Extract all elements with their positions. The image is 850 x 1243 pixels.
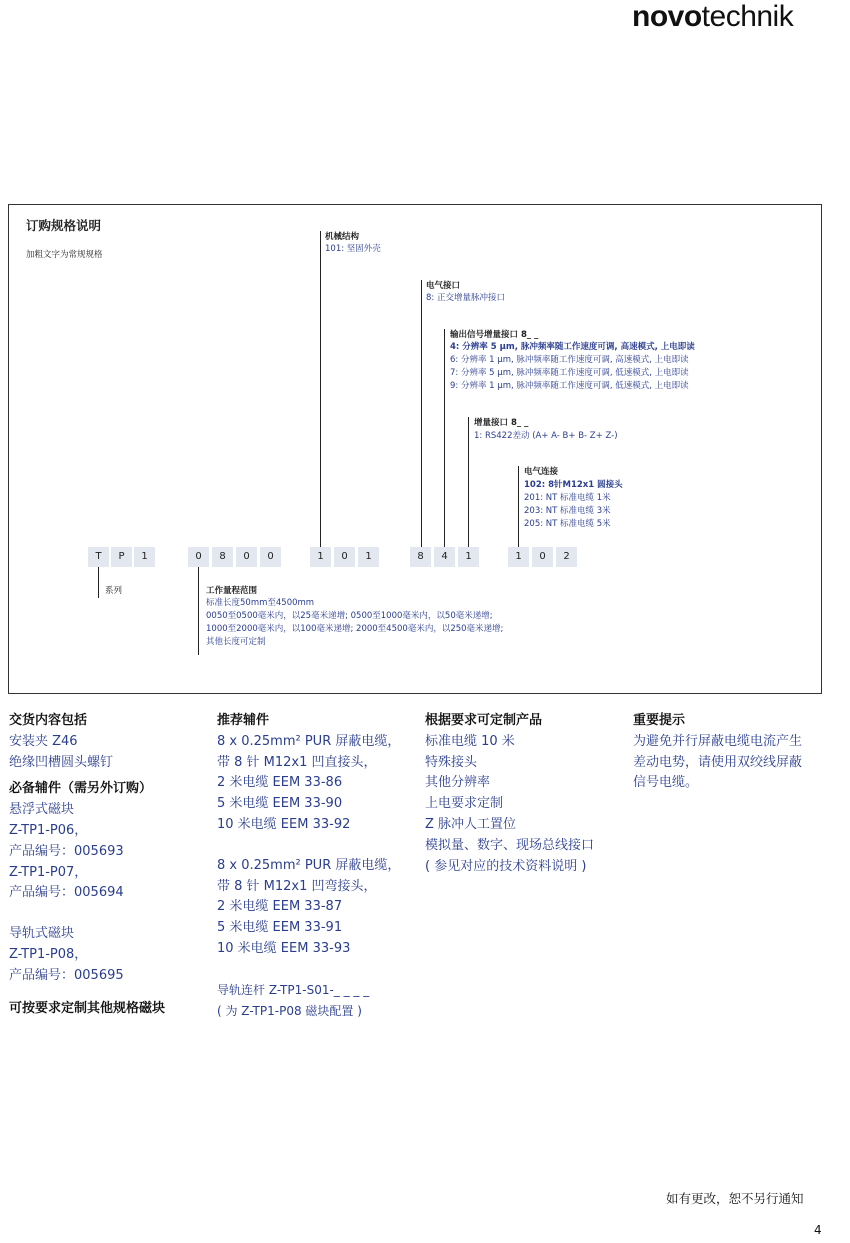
floating-magnet-line: Z-TP1-P07， [9,864,88,880]
delivery-heading: 交货内容包括 [9,713,88,728]
ordering-subtitle: 加粗文字为常规规格 [26,250,103,260]
accessory-line: 带 8 针 M12x1 凹直接头， [217,754,377,770]
code-cell: 1 [134,547,155,567]
page-number: 4 [814,1223,822,1237]
code-cell: 1 [458,547,479,567]
important-column [633,711,802,794]
delivery-item: 绝缘凹槽圆头螺钉 [9,754,114,770]
code-cell: P [111,547,132,567]
accessories-column [217,711,400,1021]
custom-product-item: 上电要求定制 [425,796,504,812]
code-cell: 0 [188,547,209,567]
floating-magnet-line: 产品编号：005693 [9,843,124,859]
mechanical-option: 101: 坚固外壳 [325,244,381,254]
accessory-line: 5 米电缆 EEM 33-91 [217,920,343,936]
electrical-connection-option-201: 201: NT 标准电缆 1米 [524,493,611,503]
custom-product-item: Z 脉冲人工置位 [425,816,517,832]
code-cell: 0 [236,547,257,567]
important-line: 信号电缆。 [633,775,699,791]
electrical-connection-option-203: 203: NT 标准电缆 3米 [524,506,611,516]
rail-accessory-line: 导轨连杆 Z-TP1-S01-_ _ _ _ [217,982,370,997]
custom-product-item: 标准电缆 10 米 [425,733,515,749]
floating-magnet-title: 悬浮式磁块 [9,802,75,818]
logo-bold-part: novo [632,0,702,33]
custom-product-item: 其他分辨率 [425,775,491,791]
logo-light-part: technik [701,0,794,33]
electrical-connection-option-205: 205: NT 标准电缆 5米 [524,519,611,529]
output-signal-option-7: 7: 分辨率 5 μm, 脉冲频率随工作速度可调, 低速模式, 上电即读 [450,368,689,378]
incremental-interface-connector-line [468,417,469,547]
code-cell: 8 [410,547,431,567]
accessory-line: 10 米电缆 EEM 33-92 [217,816,351,832]
custom-product-item: 模拟量、数字、现场总线接口 [425,837,595,853]
custom-magnet-note: 可按要求定制其他规格磁块 [9,1000,166,1016]
code-cell: 0 [260,547,281,567]
accessory-line: 带 8 针 M12x1 凹弯接头， [217,878,377,894]
custom-products-heading: 根据要求可定制产品 [425,713,543,728]
accessory-line: 2 米电缆 EEM 33-86 [217,775,343,791]
code-cell: 2 [556,547,577,567]
range-line: 1000至2000毫米内，以100毫米递增; 2000至4500毫米内，以250毫米递增; [206,624,504,634]
required-accessories-heading: 必备辅件（需另外订购） [9,781,153,797]
code-cell: 0 [334,547,355,567]
series-connector-line [98,567,99,598]
range-line: 其他长度可定制 [206,637,266,647]
series-label: 系列 [105,586,123,596]
incremental-interface-heading: 增量接口 8_ _ [474,418,529,428]
code-cell: 0 [532,547,553,567]
electrical-interface-option: 8: 正交增量脉冲接口 [426,293,505,303]
mechanical-heading: 机械结构 [325,232,360,242]
code-cell: 8 [212,547,233,567]
accessories-heading: 推荐辅件 [217,713,270,728]
accessory-line: 8 x 0.25mm² PUR 屏蔽电缆， [217,733,401,749]
code-cell: 4 [434,547,455,567]
floating-magnet-line: Z-TP1-P06， [9,822,88,838]
mechanical-connector-line [320,231,321,547]
electrical-connection-connector-line [518,466,519,547]
important-line: 差动电势，请使用双绞线屏蔽 [633,754,803,770]
accessory-line: 5 米电缆 EEM 33-90 [217,796,343,812]
important-heading: 重要提示 [633,713,686,728]
electrical-connection-heading: 电气连接 [524,467,559,477]
change-notice: 如有更改，恕不另行通知 [666,1191,804,1206]
range-connector-line [198,567,199,655]
accessory-line: 2 米电缆 EEM 33-87 [217,899,343,915]
range-line: 标准长度50mm至4500mm [206,598,315,608]
output-signal-option-9: 9: 分辨率 1 μm, 脉冲频率随工作速度可调, 低速模式, 上电即读 [450,381,689,391]
output-signal-option-4: 4: 分辨率 5 μm, 脉冲频率随工作速度可调, 高速模式, 上电即读 [450,342,695,352]
range-heading: 工作量程范围 [206,586,258,596]
guided-magnet-line: 产品编号：005695 [9,967,124,983]
output-signal-option-6: 6: 分辨率 1 μm, 脉冲频率随工作速度可调, 高速模式, 上电即读 [450,355,689,365]
guided-magnet-line: Z-TP1-P08， [9,946,88,962]
ordering-title: 订购规格说明 [26,218,102,233]
output-signal-heading: 输出信号增量接口 8_ _ [450,330,539,340]
delivery-column [9,711,165,1019]
range-line: 0050至0500毫米内，以25毫米递增; 0500至1000毫米内，以50毫米递增; [206,611,493,621]
rail-accessory-line: ( 为 Z-TP1-P08 磁块配置 ) [217,1003,362,1018]
electrical-interface-connector-line [421,280,422,547]
electrical-connection-option-102: 102: 8针M12x1 圆接头 [524,480,623,490]
code-cell: 1 [310,547,331,567]
custom-product-item: ( 参见对应的技术资料说明 ) [425,858,587,874]
code-cell: 1 [508,547,529,567]
custom-product-item: 特殊接头 [425,754,478,770]
electrical-interface-heading: 电气接口 [426,281,461,291]
floating-magnet-line: 产品编号：005694 [9,885,124,901]
incremental-interface-option: 1: RS422差动 (A+ A- B+ B- Z+ Z-) [474,431,618,441]
guided-magnet-title: 导轨式磁块 [9,926,75,942]
accessory-line: 8 x 0.25mm² PUR 屏蔽电缆， [217,857,401,873]
code-cell: 1 [358,547,379,567]
code-cell: T [88,547,109,567]
important-line: 为避免并行屏蔽电缆电流产生 [633,733,803,749]
delivery-item: 安装夹 Z46 [9,733,78,749]
output-signal-connector-line [444,329,445,547]
brand-logo [632,0,793,34]
custom-products-column [425,711,594,877]
accessory-line: 10 米电缆 EEM 33-93 [217,940,351,956]
